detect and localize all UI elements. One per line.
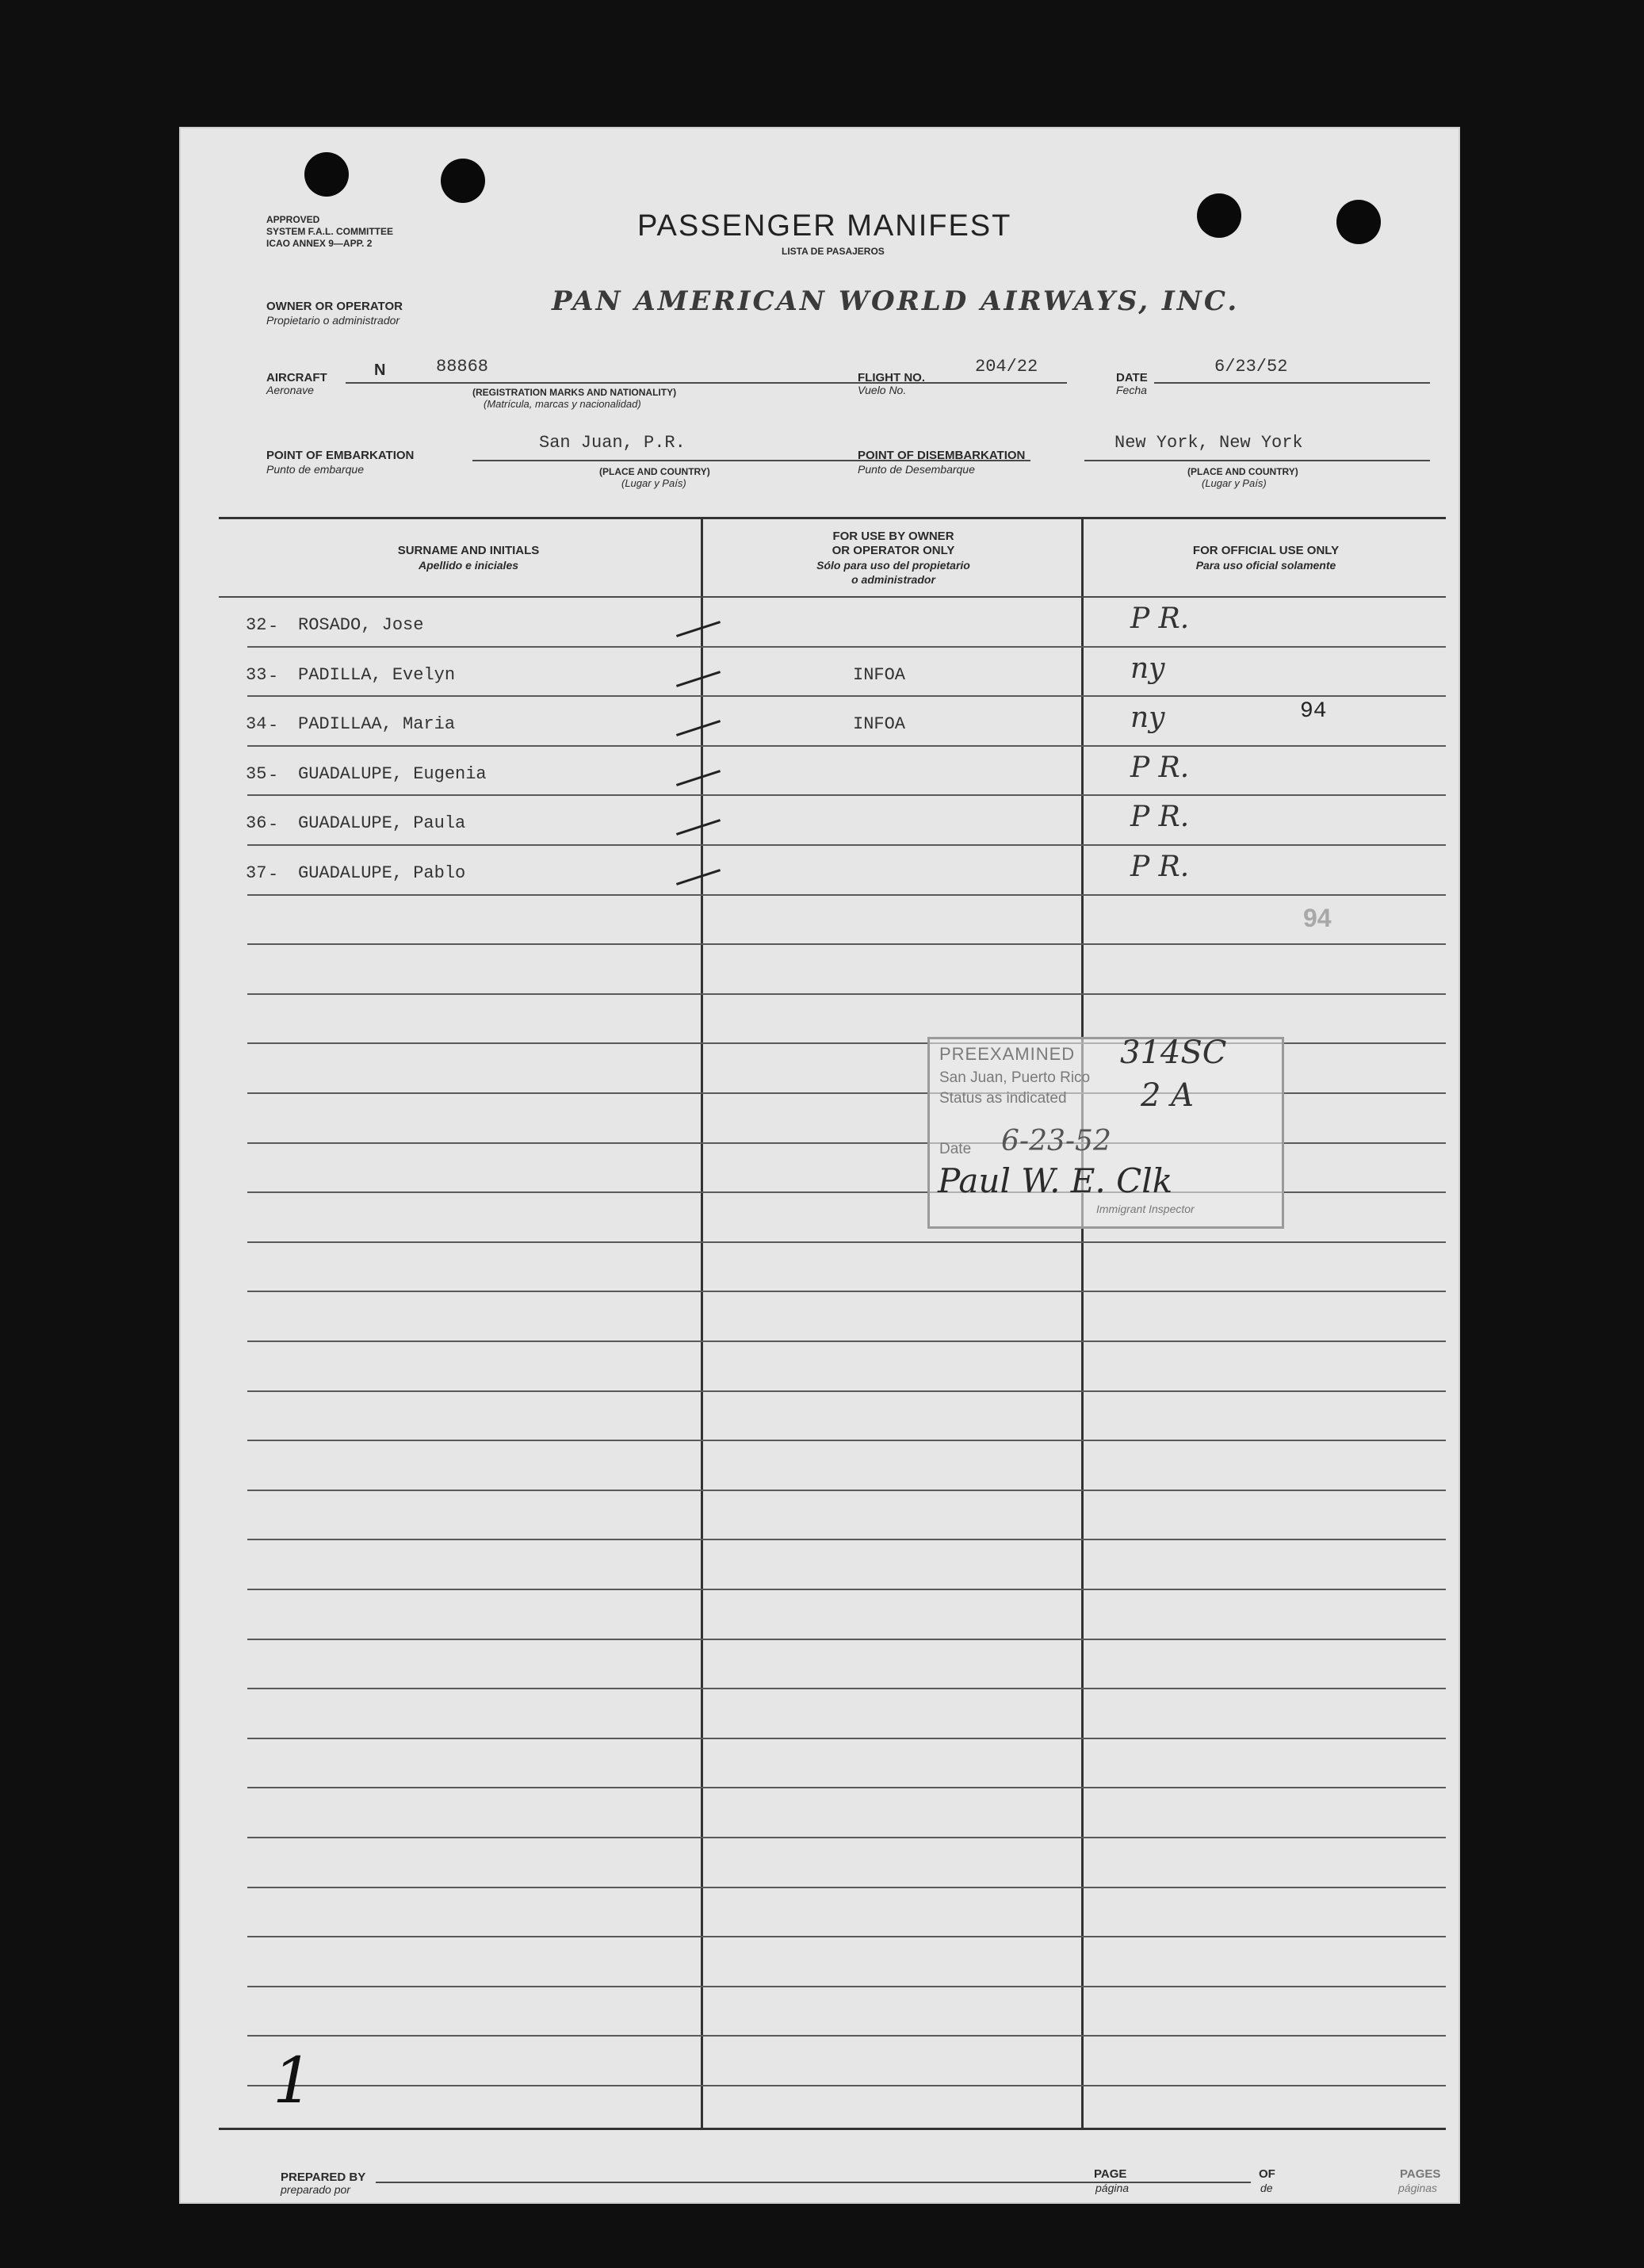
punch-hole [1197,193,1241,238]
approved-line: APPROVED [266,214,320,225]
aircraft-label: AIRCRAFT [266,371,327,384]
of-label-es: de [1260,2182,1273,2194]
disembarkation-value: New York, New York [1114,433,1303,453]
owner-label-es: Propietario o administrador [266,314,400,327]
approved-line: SYSTEM F.A.L. COMMITTEE [266,226,394,237]
embarkation-label-es: Punto de embarque [266,463,364,476]
row-rule [247,1639,1446,1640]
official-use-value: P R. [1130,602,1190,635]
row-rule [247,1688,1446,1689]
field-underline [945,382,1067,384]
table-row [179,847,1447,895]
typed-count: 94 [1300,699,1327,724]
row-rule [247,1539,1446,1540]
number-dash: - [268,815,279,835]
table-row [179,649,1447,697]
row-rule [247,1341,1446,1342]
flight-label-es: Vuelo No. [858,384,907,396]
page-label: PAGE [1094,2167,1127,2181]
passenger-number: 32 [246,615,267,635]
official-use-header-label: FOR OFFICIAL USE ONLY [1192,544,1340,557]
stamp-line3-hand: 2 A [1141,1077,1195,1114]
table-row [179,748,1447,796]
stamp-line1: PREEXAMINED [939,1044,1076,1064]
disembarkation-label-es: Punto de Desembarque [858,463,975,476]
row-rule [247,2085,1446,2086]
check-tick [676,819,721,836]
page-title: PASSENGER MANIFEST [637,209,1012,243]
stamp-line4: Date [939,1141,972,1157]
aircraft-note: (REGISTRATION MARKS AND NATIONALITY) [472,387,677,398]
stamp-signature: Paul W. E. Clk [938,1161,1173,1200]
owner-use-header-label-es: Sólo para uso del propietario [816,559,970,572]
row-rule [247,943,1446,945]
row-rule [247,1887,1446,1888]
owner-value: PAN AMERICAN WORLD AIRWAYS, INC. [552,285,1240,317]
row-rule [247,1589,1446,1590]
passenger-number: 35 [246,764,267,784]
official-use-value: P R. [1130,752,1190,784]
stamp-line4-hand: 6-23-52 [1001,1125,1111,1157]
stamp-line2: San Juan, Puerto Rico [939,1069,1091,1086]
date-label: DATE [1116,371,1148,384]
pages-label: PAGES [1400,2167,1441,2181]
owner-use-header-label-es: o administrador [851,573,935,586]
passenger-name: ROSADO, Jose [298,615,424,635]
official-use-header-label-es: Para uso oficial solamente [1195,559,1336,572]
prepared-by-label-es: preparado por [281,2183,350,2196]
punch-hole [304,152,349,197]
row-rule [247,1986,1446,1987]
preexamined-stamp [927,1037,1284,1229]
row-rule [247,1490,1446,1491]
header-bottom-rule [219,596,1446,598]
row-rule [247,1787,1446,1788]
passenger-number: 37 [246,863,267,883]
date-label-es: Fecha [1116,384,1147,396]
number-dash: - [268,766,279,786]
aircraft-prefix: N [374,361,386,379]
passenger-number: 36 [246,813,267,833]
stamp-line5: Immigrant Inspector [1096,1203,1195,1215]
surname-header-label-es: Apellido e iniciales [418,559,519,572]
stamp-line3: Status as indicated [939,1090,1067,1107]
date-value: 6/23/52 [1214,357,1288,377]
passenger-name: PADILLAA, Maria [298,714,456,734]
row-rule [247,1440,1446,1441]
bottom-mark: 1 [273,2044,313,2117]
pages-label-es: páginas [1398,2182,1438,2194]
check-tick [676,770,721,786]
approved-block [266,214,393,250]
check-tick [676,671,721,687]
number-dash: - [268,617,279,637]
aircraft-value: 88868 [436,357,489,377]
stamp-line1-hand: 314SC [1120,1035,1227,1071]
official-use-value: P R. [1130,801,1190,833]
surname-header-label: SURNAME AND INITIALS [397,544,540,557]
embarkation-note: (PLACE AND COUNTRY) [599,466,710,477]
row-rule [247,1241,1446,1243]
row-rule [247,2035,1446,2037]
of-label: OF [1259,2167,1275,2181]
passenger-name: GUADALUPE, Pablo [298,863,466,883]
flight-value: 204/22 [975,357,1038,377]
official-use-header [1088,544,1444,572]
aircraft-label-es: Aeronave [266,384,314,396]
embarkation-note-es: (Lugar y País) [621,477,686,489]
field-underline [346,382,1029,384]
punch-hole [1336,200,1381,244]
number-dash: - [268,865,279,885]
official-use-value: ny [1130,652,1165,685]
check-tick [676,720,721,736]
flight-label: FLIGHT NO. [858,371,925,384]
owner-use-value: INFOA [853,665,906,685]
disembarkation-note: (PLACE AND COUNTRY) [1187,466,1298,477]
page-label-es: página [1095,2182,1130,2194]
prepared-by-label: PREPARED BY [281,2170,366,2184]
owner-use-header-label: OR OPERATOR ONLY [832,544,955,557]
passenger-name: GUADALUPE, Paula [298,813,466,833]
approved-line: ICAO ANNEX 9—APP. 2 [266,238,373,249]
owner-use-header [709,530,1078,587]
official-use-value: P R. [1130,851,1190,883]
field-underline [1154,382,1430,384]
table-row [179,698,1447,746]
embarkation-label: POINT OF EMBARKATION [266,449,415,462]
aircraft-note-es: (Matrícula, marcas y nacionalidad) [484,398,641,410]
owner-label: OWNER OR OPERATOR [266,300,403,313]
table-bottom-rule [219,2128,1446,2130]
check-tick [676,869,721,885]
row-rule [247,993,1446,995]
row-rule [247,1291,1446,1292]
disembarkation-note-es: (Lugar y País) [1202,477,1267,489]
number-dash: - [268,667,279,687]
owner-use-header-label: FOR USE BY OWNER [832,530,954,543]
table-top-rule [219,517,1446,519]
passenger-name: GUADALUPE, Eugenia [298,764,487,784]
page-subtitle: LISTA DE PASAJEROS [782,246,885,257]
passenger-number: 33 [246,665,267,685]
row-rule [247,1390,1446,1392]
official-use-value: ny [1130,702,1165,734]
passenger-name: PADILLA, Evelyn [298,665,456,685]
disembarkation-label: POINT OF DISEMBARKATION [858,449,1026,462]
field-underline [1084,460,1430,461]
number-dash: - [268,716,279,736]
manifest-sheet [179,127,1460,2204]
check-tick [676,621,721,637]
surname-header [298,544,639,572]
row-rule [247,1738,1446,1739]
stamped-count: 94 [1303,904,1332,932]
punch-hole [441,159,485,203]
row-rule [247,1837,1446,1838]
table-row [179,797,1447,845]
embarkation-value: San Juan, P.R. [539,433,686,453]
table-row [179,599,1447,647]
row-rule [247,1936,1446,1937]
owner-use-value: INFOA [853,714,906,734]
passenger-number: 34 [246,714,267,734]
